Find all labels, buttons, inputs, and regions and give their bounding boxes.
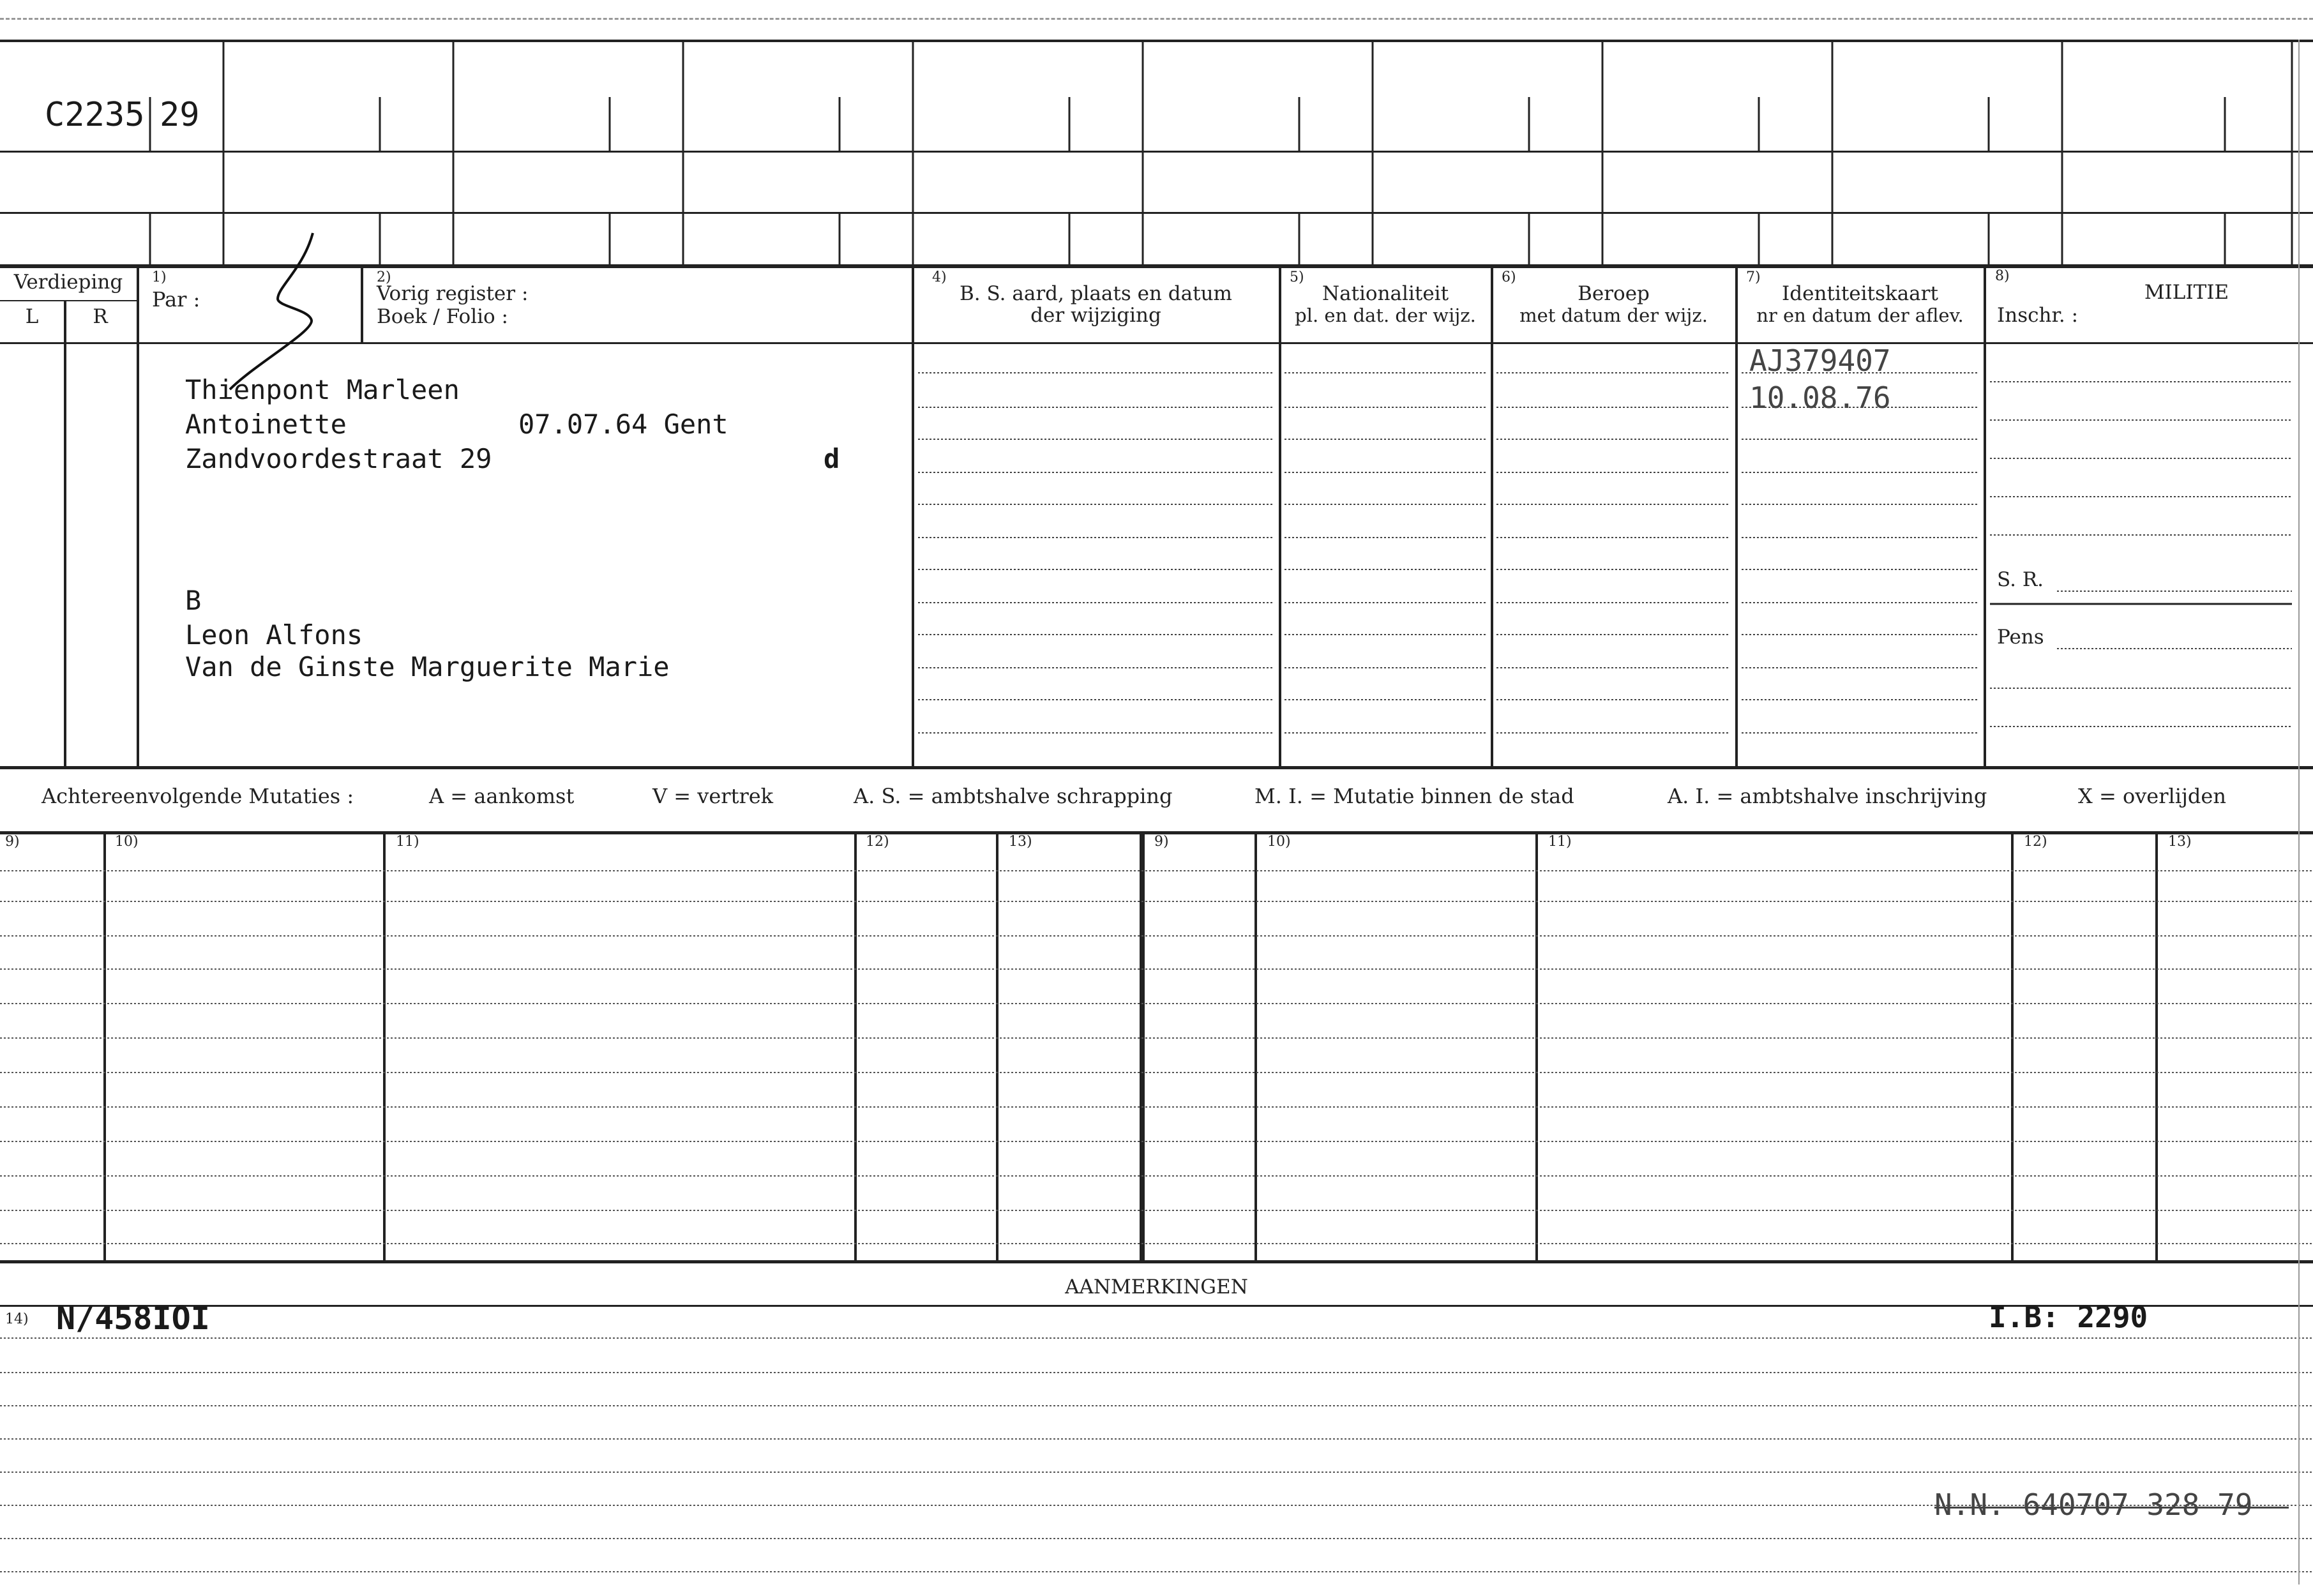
mut-col-11-right: 11) [1548,834,1572,850]
idcard-header-line2: nr en datum der aflev. [1756,305,1964,326]
mutations-table-bottom [0,1260,2313,1263]
legend-departure: V = vertrek [652,784,774,808]
floor-subline [0,300,137,301]
militia-inschr-label: Inschr. : [1997,304,2079,327]
legend-official-registration: A. I. = ambtshalve inschrijving [1668,784,1987,808]
militia-sr-label: S. R. [1997,568,2044,591]
torn-top-edge [0,18,2313,20]
prev-register-number: 2) [377,269,391,285]
bs-header-line2: der wijziging [1030,304,1161,327]
mut-col-11: 11) [396,834,419,850]
nationality-header-line1: Nationaliteit [1322,282,1449,305]
militia-header: MILITIE [2144,281,2229,304]
right-edge [2298,40,2300,1585]
person-address: Zandvoordestraat 29 [185,443,492,474]
idcard-header-line1: Identiteitskaart [1782,282,1938,305]
mut-col-9-right: 9) [1154,834,1169,850]
house-number: 29 [160,96,200,134]
person-father: Leon Alfons [185,619,363,651]
nationality-number: 5) [1290,269,1304,285]
handwritten-par-mark [217,230,370,396]
person-status: B [185,585,202,616]
floor-left-header: L [25,305,39,328]
profession-header-line1: Beroep [1578,282,1650,305]
legend-death: X = overlijden [2078,784,2226,808]
person-name-line2: Antoinette [185,409,347,440]
main-ruled-lines [0,343,2313,766]
main-table-bottom [0,766,2313,769]
idcard-number: 7) [1746,269,1761,285]
mut-col-10: 10) [115,834,139,850]
legend-arrival: A = aankomst [429,784,575,808]
prev-register-label: Vorig register : [377,282,529,305]
mut-col-12-right: 12) [2024,834,2047,850]
mut-col-9: 9) [5,834,20,850]
mut-col-10-right: 10) [1267,834,1291,850]
file-number: C2235 [45,96,145,134]
mut-col-13: 13) [1009,834,1032,850]
legend-official-removal: A. S. = ambtshalve schrapping [854,784,1173,808]
legend-city-mutation: M. I. = Mutatie binnen de stad [1254,784,1574,808]
person-name-line1: Thienpont Marleen [185,374,460,405]
idcard-date-value: 10.08.76 [1749,380,1891,415]
militia-number: 8) [1995,268,2010,284]
bs-header-line1: B. S. aard, plaats en datum [960,282,1232,305]
floor-right-header: R [93,305,108,328]
idcard-number-value: AJ379407 [1749,343,1891,378]
remarks-ib: I.B: 2290 [1989,1300,2148,1334]
mut-col-13-right: 13) [2168,834,2192,850]
person-marker: d [824,443,840,474]
national-number: N.N. 640707 328 79 [1934,1487,2253,1522]
mutations-ruled-lines [0,832,2313,1260]
profession-header-line2: met datum der wijz. [1519,305,1708,326]
bs-number: 4) [932,269,947,285]
mut-col-12: 12) [866,834,889,850]
person-mother: Van de Ginste Marguerite Marie [185,651,670,682]
remarks-ruled-lines [0,1306,2313,1596]
mutations-label: Achtereenvolgende Mutaties : [41,784,354,808]
national-number-strike [1934,1507,2289,1509]
par-label: Par : [152,287,200,312]
remarks-field-number: 14) [5,1311,29,1327]
book-folio-label: Boek / Folio : [377,305,508,328]
person-birth: 07.07.64 Gent [518,409,728,440]
nationality-header-line2: pl. en dat. der wijz. [1295,305,1476,326]
par-number: 1) [152,269,167,285]
floor-header: Verdieping [13,271,123,294]
militia-pens-label: Pens [1997,626,2044,649]
remarks-reference: N/458IOI [56,1300,210,1337]
remarks-title: AANMERKINGEN [1065,1276,1248,1299]
profession-number: 6) [1502,269,1516,285]
